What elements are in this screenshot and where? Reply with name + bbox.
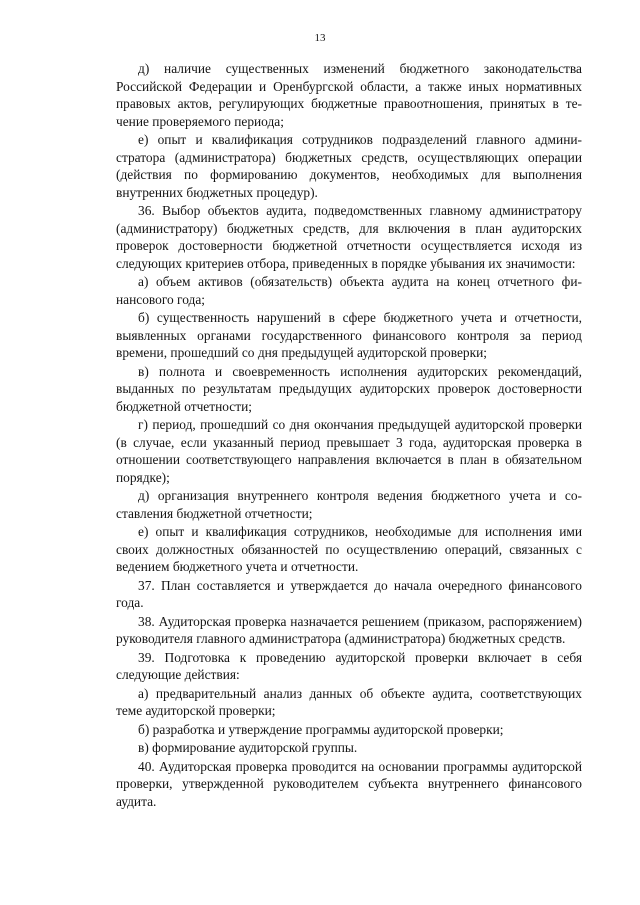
paragraph-37-plan: 37. План составляется и утверждается до начала очередного финансового года. xyxy=(116,577,582,610)
paragraph-item-b-violations: б) существенность нарушений в сфере бюджетного учета и отчетности, выявленных органами государственного финансового контроля за период времени, прошедший со дня предыдущей аудиторской проверки; xyxy=(116,310,582,360)
paragraph-item-d-changes: д) наличие существенных изменений бюджетного законодательства Российской Федерации и Оренбургской области, а также иных нормативных правовых актов, регулирующих бюджетные правоотношения, принятых в течение проверяемого периода; xyxy=(116,61,582,129)
paragraph-item-a-assets: а) объем активов (обязательств) объекта аудита на конец отчетного финансового года; xyxy=(116,274,582,307)
paragraph-39-preparation: 39. Подготовка к проведению аудиторской проверки включает в себя следующие действия: xyxy=(116,649,582,682)
paragraph-item-g-period: г) период, прошедший со дня окончания предыдущей аудиторской проверки (в случае, если указанный период превышает 3 года, аудиторская проверка в отношении соответствующего направления включается в план в обязательном порядке); xyxy=(116,417,582,485)
page-number: 13 xyxy=(314,32,326,44)
paragraph-38-appointment: 38. Аудиторская проверка назначается решением (приказом, распоряжением) руководителя главного администратора (администратора) бюджетных средств. xyxy=(116,613,582,646)
paragraph-36-selection-criteria: 36. Выбор объектов аудита, подведомственных главному администратору (администратору) бюджетных средств, для включения в план аудиторских проверок достоверности бюджетной отчетности осуществляется исходя из следующих критериев отбора, приведенных в порядке убывания их значимости: xyxy=(116,203,582,271)
document-body xyxy=(116,60,582,810)
paragraph-item-v-recommendations: в) полнота и своевременность исполнения аудиторских рекомендаций, выданных по результатам предыдущих аудиторских проверок достоверности бюджетной отчетности; xyxy=(116,363,582,414)
paragraph-item-b-program: б) разработка и утверждение программы аудиторской проверки; xyxy=(138,721,504,737)
paragraph-item-a-analysis: а) предварительный анализ данных об объекте аудита, соответствующих теме аудиторской проверки; xyxy=(116,685,582,718)
paragraph-item-v-group: в) формирование аудиторской группы. xyxy=(138,740,358,755)
paragraph-item-d-internal-control: д) организация внутреннего контроля ведения бюджетного учета и составления бюджетной отчетности; xyxy=(116,488,582,521)
paragraph-40-conduct: 40. Аудиторская проверка проводится на основании программы аудиторской проверки, утвержденной руководителем субъекта внутреннего финансового аудита. xyxy=(116,758,582,809)
paragraph-item-e-staff-qualification: е) опыт и квалификация сотрудников подразделений главного администратора (администратора) бюджетных средств, осуществляющих операции (действия по формированию документов, необходимых для выполнения внутренних бюджетных процедур). xyxy=(116,132,582,200)
paragraph-item-e-staff-experience: е) опыт и квалификация сотрудников, необходимые для исполнения ими своих должностных обязанностей по осуществлению операций, связанных с ведением бюджетного учета и отчетности. xyxy=(116,524,582,574)
